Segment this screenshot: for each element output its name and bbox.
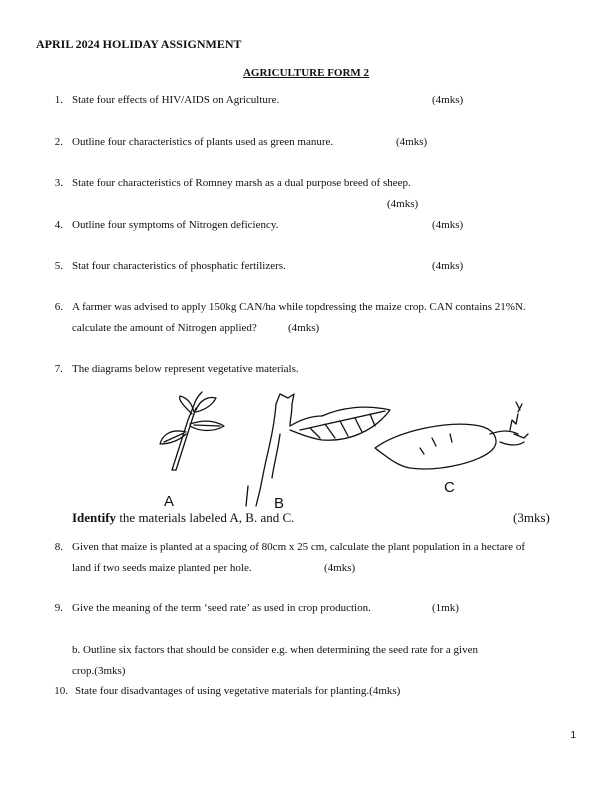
question-marks: (4mks) bbox=[432, 94, 464, 106]
question-number: 6. bbox=[54, 301, 63, 313]
question-number: 7. bbox=[54, 363, 63, 375]
diagram-label-a: A bbox=[164, 493, 175, 510]
page-title: APRIL 2024 HOLIDAY ASSIGNMENT bbox=[36, 37, 242, 51]
page-number: 1 bbox=[570, 730, 576, 741]
question-text: Give the meaning of the term ‘seed rate’ as used in crop production. bbox=[72, 602, 371, 614]
question-number: 5. bbox=[54, 260, 63, 272]
question-number: 10. bbox=[54, 685, 68, 697]
question-text-line-2: crop.(3mks) bbox=[72, 665, 126, 677]
question-text-line-2: land if two seeds maize planted per hole. bbox=[72, 562, 252, 574]
subject-heading: AGRICULTURE FORM 2 bbox=[242, 67, 370, 79]
question-text-line-1: b. Outline six factors that should be consider e.g. when determining the seed rate for a given bbox=[72, 644, 478, 656]
leaf-cutting-drawing bbox=[246, 394, 390, 506]
diagram-label-b: B bbox=[274, 495, 285, 510]
question-marks: (4mks) bbox=[324, 562, 356, 574]
question-marks: (4mks) bbox=[396, 136, 428, 148]
identify-bold: Identify bbox=[72, 510, 117, 525]
question-number: 1. bbox=[54, 94, 63, 106]
question-marks: (4mks) bbox=[432, 219, 464, 231]
question-text: State four effects of HIV/AIDS on Agriculture. bbox=[72, 94, 280, 106]
stem-cutting-drawing bbox=[160, 392, 224, 470]
question-text: Outline four characteristics of plants used as green manure. bbox=[72, 136, 334, 148]
question-text: State four disadvantages of using vegetative materials for planting.(4mks) bbox=[75, 685, 401, 697]
question-number: 9. bbox=[54, 602, 63, 614]
identify-instruction bbox=[72, 510, 294, 526]
question-number: 4. bbox=[54, 219, 63, 231]
question-text: Stat four characteristics of phosphatic fertilizers. bbox=[72, 260, 286, 272]
question-number: 3. bbox=[54, 177, 63, 189]
question-text-line-1: Given that maize is planted at a spacing of 80cm x 25 cm, calculate the plant population in a hectare of bbox=[72, 541, 525, 553]
diagram-label-c: C bbox=[444, 479, 455, 496]
question-text-line-1: A farmer was advised to apply 150kg CAN/ha while topdressing the maize crop. CAN contains 21%N. bbox=[72, 301, 526, 313]
question-text: The diagrams below represent vegetative materials. bbox=[72, 363, 299, 375]
question-marks: (4mks) bbox=[432, 260, 464, 272]
identify-marks: (3mks) bbox=[513, 510, 550, 525]
question-text-line-2: calculate the amount of Nitrogen applied? bbox=[72, 322, 257, 334]
question-marks: (4mks) bbox=[288, 322, 320, 334]
tuber-drawing bbox=[375, 402, 528, 469]
question-marks: (4mks) bbox=[387, 198, 419, 210]
question-text: Outline four symptoms of Nitrogen deficiency. bbox=[72, 219, 279, 231]
question-number: 2. bbox=[54, 136, 63, 148]
identify-text: the materials labeled A, B. and C. bbox=[116, 510, 295, 525]
question-text: State four characteristics of Romney marsh as a dual purpose breed of sheep. bbox=[72, 177, 411, 189]
vegetative-materials-diagram bbox=[150, 390, 540, 510]
question-number: 8. bbox=[54, 541, 63, 553]
question-marks: (1mk) bbox=[432, 602, 459, 614]
